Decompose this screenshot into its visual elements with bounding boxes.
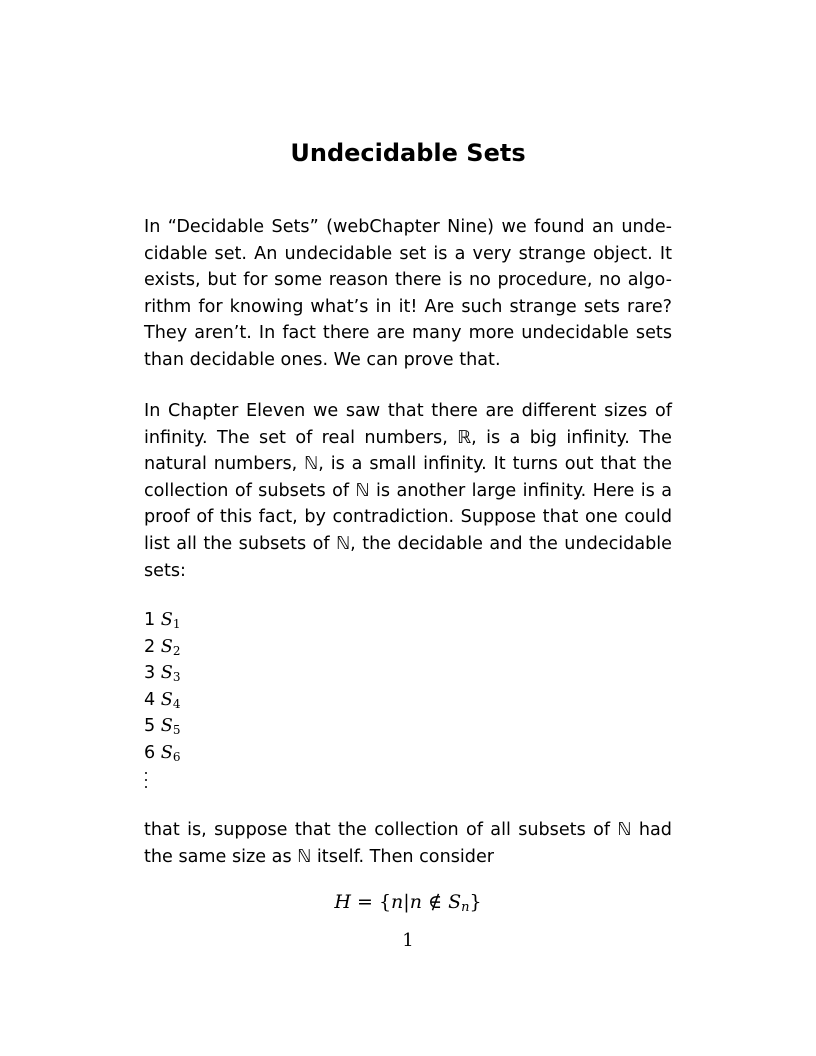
- naturals-symbol: ℕ: [297, 846, 312, 867]
- set-symbol: [161, 743, 181, 763]
- set-letter: S: [160, 610, 173, 630]
- set-index: 3: [172, 670, 181, 685]
- set-index: 2: [172, 643, 181, 658]
- paragraph-intro-text-a: In “Decidable Sets” (webChapter Nine) we found an unde-: [144, 217, 672, 237]
- list-item-number: 3: [144, 663, 156, 684]
- naturals-symbol: ℕ: [617, 820, 632, 840]
- equation-notin: ∉: [421, 891, 449, 913]
- paragraph-infinity-text-c: , is a small infinity. It turns out that the collection of subsets of: [144, 454, 672, 501]
- paragraph-consider-text-b: had the same size as: [144, 820, 672, 867]
- set-symbol: [161, 716, 181, 736]
- set-symbol: [161, 663, 181, 683]
- set-letter: S: [160, 716, 173, 737]
- list-item: [144, 634, 181, 661]
- list-item: [144, 713, 181, 740]
- set-letter: S: [160, 636, 173, 657]
- set-index: 6: [172, 749, 181, 764]
- equation-subscript: n: [461, 900, 470, 915]
- list-item-number: 6: [144, 742, 156, 763]
- equation-close-brace: }: [469, 891, 482, 913]
- paragraph-consider-text-a: that is, suppose that the collection of all subsets of: [144, 820, 618, 840]
- set-index: 5: [172, 723, 181, 738]
- paragraph-intro: [144, 214, 672, 374]
- list-item: [144, 740, 181, 767]
- naturals-symbol: ℕ: [304, 454, 319, 475]
- equation-bar: |: [403, 891, 410, 913]
- list-item: [144, 607, 181, 634]
- ellipsis-dot: [145, 786, 147, 788]
- naturals-symbol: ℕ: [336, 533, 351, 554]
- set-symbol: [161, 690, 181, 710]
- equation-var: n: [391, 891, 404, 913]
- paragraph-intro-text-b: cidable set. An undecidable set is a very strange object. It exists, but for some reason there is no procedure, no algo-: [144, 243, 672, 291]
- paragraph-infinity-text-d: is another large infinity. Here is a proof of this fact, by contradiction. Suppose that one could list all the subsets of: [144, 480, 672, 554]
- paragraph-infinity-text-b: , is a big infinity. The natural numbers,: [144, 427, 672, 475]
- list-item-number: 4: [144, 689, 156, 710]
- vertical-ellipsis: [144, 772, 150, 792]
- equation-set: S: [448, 891, 462, 913]
- list-item-number: 5: [144, 716, 156, 737]
- set-symbol: [161, 610, 181, 630]
- equation-var: n: [409, 891, 422, 913]
- set-index: 1: [172, 617, 181, 631]
- equation-equals-brace: = {: [350, 891, 392, 913]
- page-number: 1: [402, 930, 414, 951]
- set-letter: S: [160, 663, 173, 684]
- paragraph-intro-text-c: rithm for knowing what’s in it! Are such strange sets rare? They aren’t. In fact there are many more undecidable sets than decidable ones. We can prove that.: [144, 296, 672, 370]
- ellipsis-dot: [145, 772, 147, 774]
- paragraph-infinity-text-e: , the decidable and the undecidable sets:: [144, 533, 672, 581]
- list-item-number: 2: [144, 636, 156, 657]
- set-letter: S: [160, 742, 173, 763]
- paragraph-infinity: [144, 398, 672, 584]
- set-index: 4: [172, 696, 181, 711]
- list-item-number: 1: [144, 610, 156, 630]
- naturals-symbol: ℕ: [355, 480, 370, 501]
- set-letter: S: [160, 689, 173, 710]
- reals-symbol: ℝ: [457, 427, 472, 448]
- paragraph-consider: [144, 817, 672, 870]
- list-item: [144, 687, 181, 714]
- set-symbol: [161, 637, 181, 657]
- page-title: Undecidable Sets: [290, 139, 526, 167]
- list-item: [144, 660, 181, 687]
- paragraph-consider-text-c: itself. Then consider: [311, 846, 495, 867]
- definition-equation: [144, 888, 672, 916]
- paragraph-infinity-text-a: In Chapter Eleven we saw that there are different sizes of infinity. The set of real numbers,: [144, 401, 672, 448]
- ellipsis-dot: [145, 779, 147, 781]
- equation-lhs: H: [334, 891, 351, 913]
- subset-list: [144, 607, 181, 767]
